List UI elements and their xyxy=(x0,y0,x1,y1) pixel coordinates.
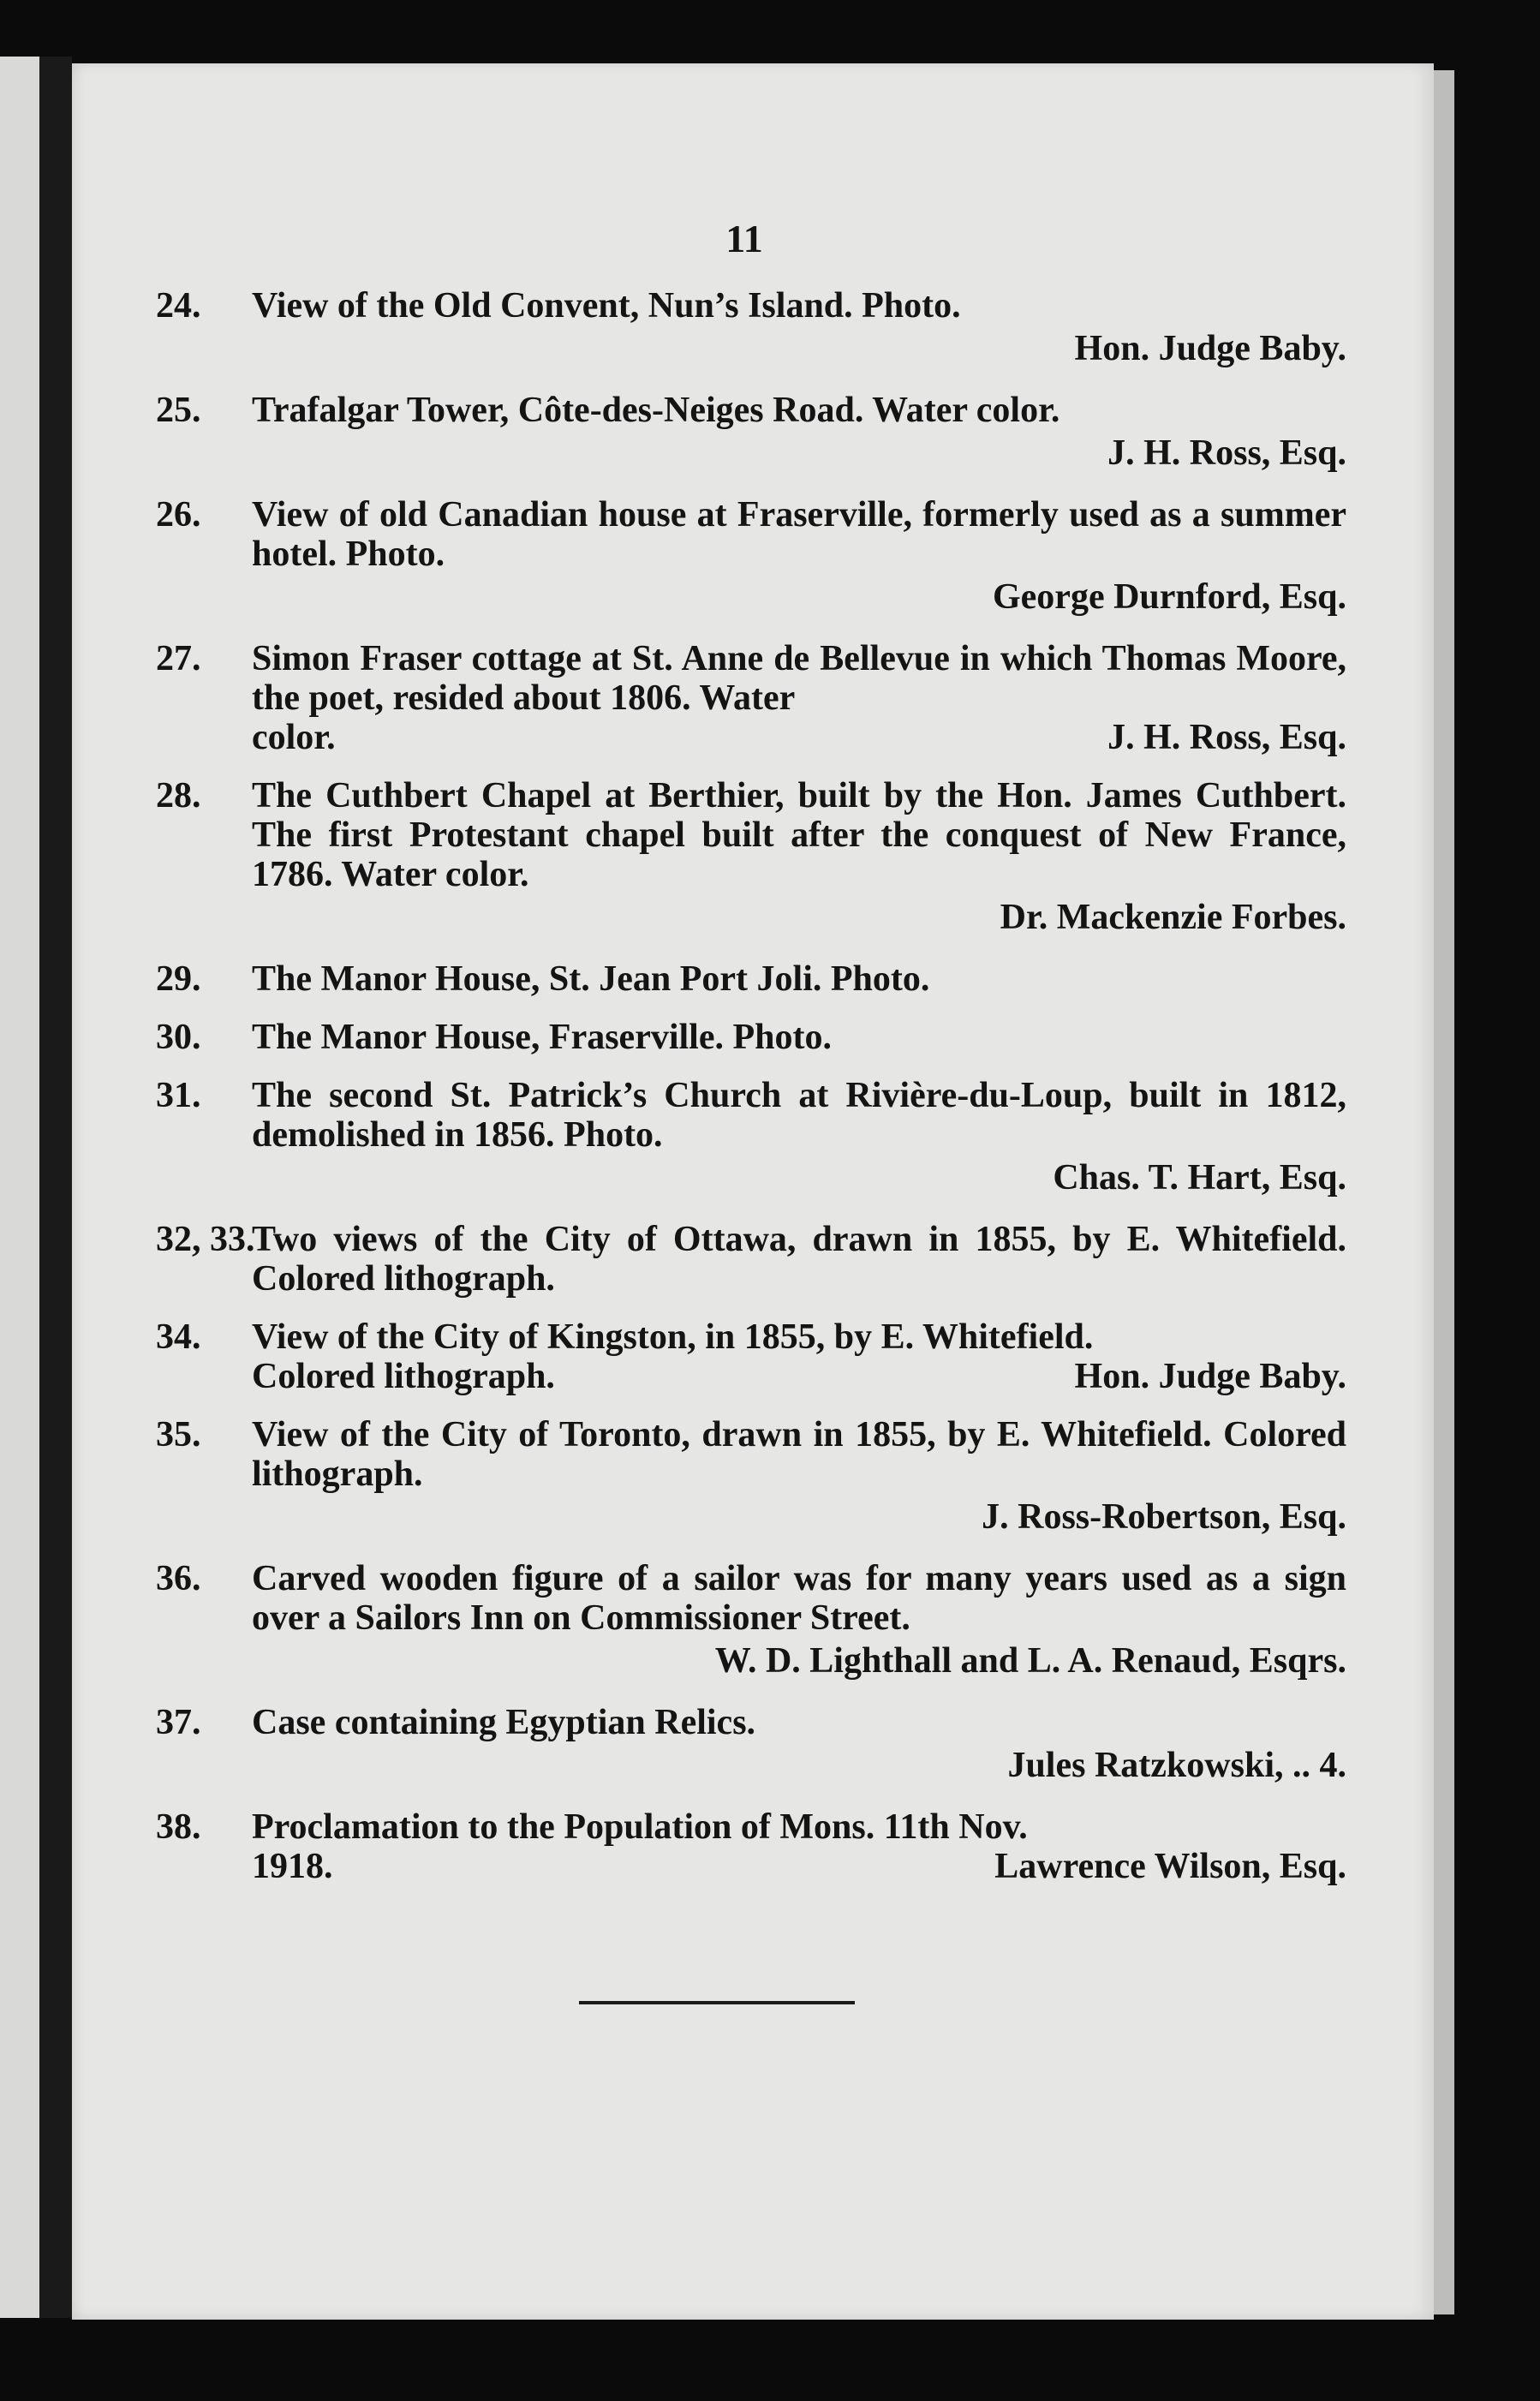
catalogue-entry-32-33 xyxy=(156,1220,1346,1299)
catalogue-entry-27 xyxy=(156,639,1346,757)
entry-credit: Jules Ratzkowski, .. 4. xyxy=(1007,1746,1346,1785)
entry-description-tail: color. xyxy=(252,718,336,757)
entry-description: View of old Canadian house at Fraserville, formerly used as a summer hotel. Photo. xyxy=(252,495,1346,574)
entry-number: 31. xyxy=(156,1076,201,1115)
entry-number: 36. xyxy=(156,1559,201,1598)
catalogue-entry-25 xyxy=(156,391,1346,476)
entry-description: Simon Fraser cottage at St. Anne de Bellevue in which Thomas Moore, the poet, resided about 1806. Water xyxy=(252,639,1346,718)
page-edge xyxy=(1434,70,1454,2314)
entry-credit: Chas. T. Hart, Esq. xyxy=(1053,1158,1346,1198)
entry-description: Proclamation to the Population of Mons. 11th Nov. xyxy=(252,1807,1028,1847)
catalogue-entry-26 xyxy=(156,495,1346,620)
catalogue-entry-28 xyxy=(156,776,1346,941)
book-spine-light xyxy=(0,57,39,2318)
entry-description: The Manor House, Fraserville. Photo. xyxy=(252,1018,832,1057)
entry-number: 32, 33. xyxy=(156,1220,255,1259)
entry-description-tail: 1918. xyxy=(252,1847,333,1886)
catalogue-entry-34 xyxy=(156,1317,1346,1396)
entry-number: 27. xyxy=(156,639,201,678)
entry-number: 26. xyxy=(156,495,201,535)
catalogue-entry-30 xyxy=(156,1018,1346,1057)
entry-credit: Dr. Mackenzie Forbes. xyxy=(1000,898,1346,937)
entry-number: 35. xyxy=(156,1415,201,1454)
entry-credit: J. H. Ross, Esq. xyxy=(1107,433,1346,473)
catalogue-entry-37 xyxy=(156,1703,1346,1789)
entry-description-last-line xyxy=(252,1847,1346,1886)
entry-description: View of the City of Toronto, drawn in 1855, by E. Whitefield. Colored lithograph. xyxy=(252,1415,1346,1494)
entry-number: 37. xyxy=(156,1703,201,1742)
catalogue-entry-31 xyxy=(156,1076,1346,1201)
entry-credit: J. H. Ross, Esq. xyxy=(1107,718,1346,757)
entry-description: View of the City of Kingston, in 1855, by E. Whitefield. xyxy=(252,1317,1094,1357)
entry-description: The second St. Patrick’s Church at Rivière-du-Loup, built in 1812, demolished in 1856. Photo. xyxy=(252,1076,1346,1155)
end-rule xyxy=(579,2001,855,2004)
entry-description-tail: Colored lithograph. xyxy=(252,1357,555,1396)
entry-number: 24. xyxy=(156,286,201,326)
entry-number: 38. xyxy=(156,1807,201,1847)
book-page xyxy=(72,63,1434,2320)
entry-credit: Lawrence Wilson, Esq. xyxy=(994,1847,1346,1886)
entry-credit: Hon. Judge Baby. xyxy=(1074,1357,1346,1396)
entry-number: 28. xyxy=(156,776,201,815)
catalogue-entry-29 xyxy=(156,959,1346,999)
catalogue-entry-24 xyxy=(156,286,1346,372)
entry-description-last-line xyxy=(252,718,1346,757)
entry-credit: Hon. Judge Baby. xyxy=(1074,329,1346,368)
entry-description: Carved wooden figure of a sailor was for many years used as a sign over a Sailors Inn on Commissioner Street. xyxy=(252,1559,1346,1638)
page-number: 11 xyxy=(725,217,763,260)
entry-description: The Cuthbert Chapel at Berthier, built by the Hon. James Cuthbert. The first Protestant chapel built after the conquest of New France, 1786. Water color. xyxy=(252,776,1346,894)
entry-description: Trafalgar Tower, Côte-des-Neiges Road. Water color. xyxy=(252,391,1060,430)
entry-description: View of the Old Convent, Nun’s Island. Photo. xyxy=(252,286,961,326)
entry-number: 25. xyxy=(156,391,201,430)
catalogue-entry-36 xyxy=(156,1559,1346,1684)
catalogue-entry-35 xyxy=(156,1415,1346,1540)
entry-credit: J. Ross-Robertson, Esq. xyxy=(982,1497,1346,1537)
entry-description: Two views of the City of Ottawa, drawn in 1855, by E. Whitefield. Colored lithograph. xyxy=(252,1220,1346,1299)
entry-number: 34. xyxy=(156,1317,201,1357)
entry-credit: W. D. Lighthall and L. A. Renaud, Esqrs. xyxy=(714,1641,1346,1681)
catalogue-entries xyxy=(156,286,1346,1905)
entry-description: The Manor House, St. Jean Port Joli. Photo. xyxy=(252,959,930,999)
catalogue-entry-38 xyxy=(156,1807,1346,1886)
book-spine-shadow xyxy=(39,57,72,2318)
entry-number: 30. xyxy=(156,1018,201,1057)
entry-description-last-line xyxy=(252,1357,1346,1396)
entry-credit: George Durnford, Esq. xyxy=(993,577,1346,617)
entry-description: Case containing Egyptian Relics. xyxy=(252,1703,756,1742)
entry-number: 29. xyxy=(156,959,201,999)
